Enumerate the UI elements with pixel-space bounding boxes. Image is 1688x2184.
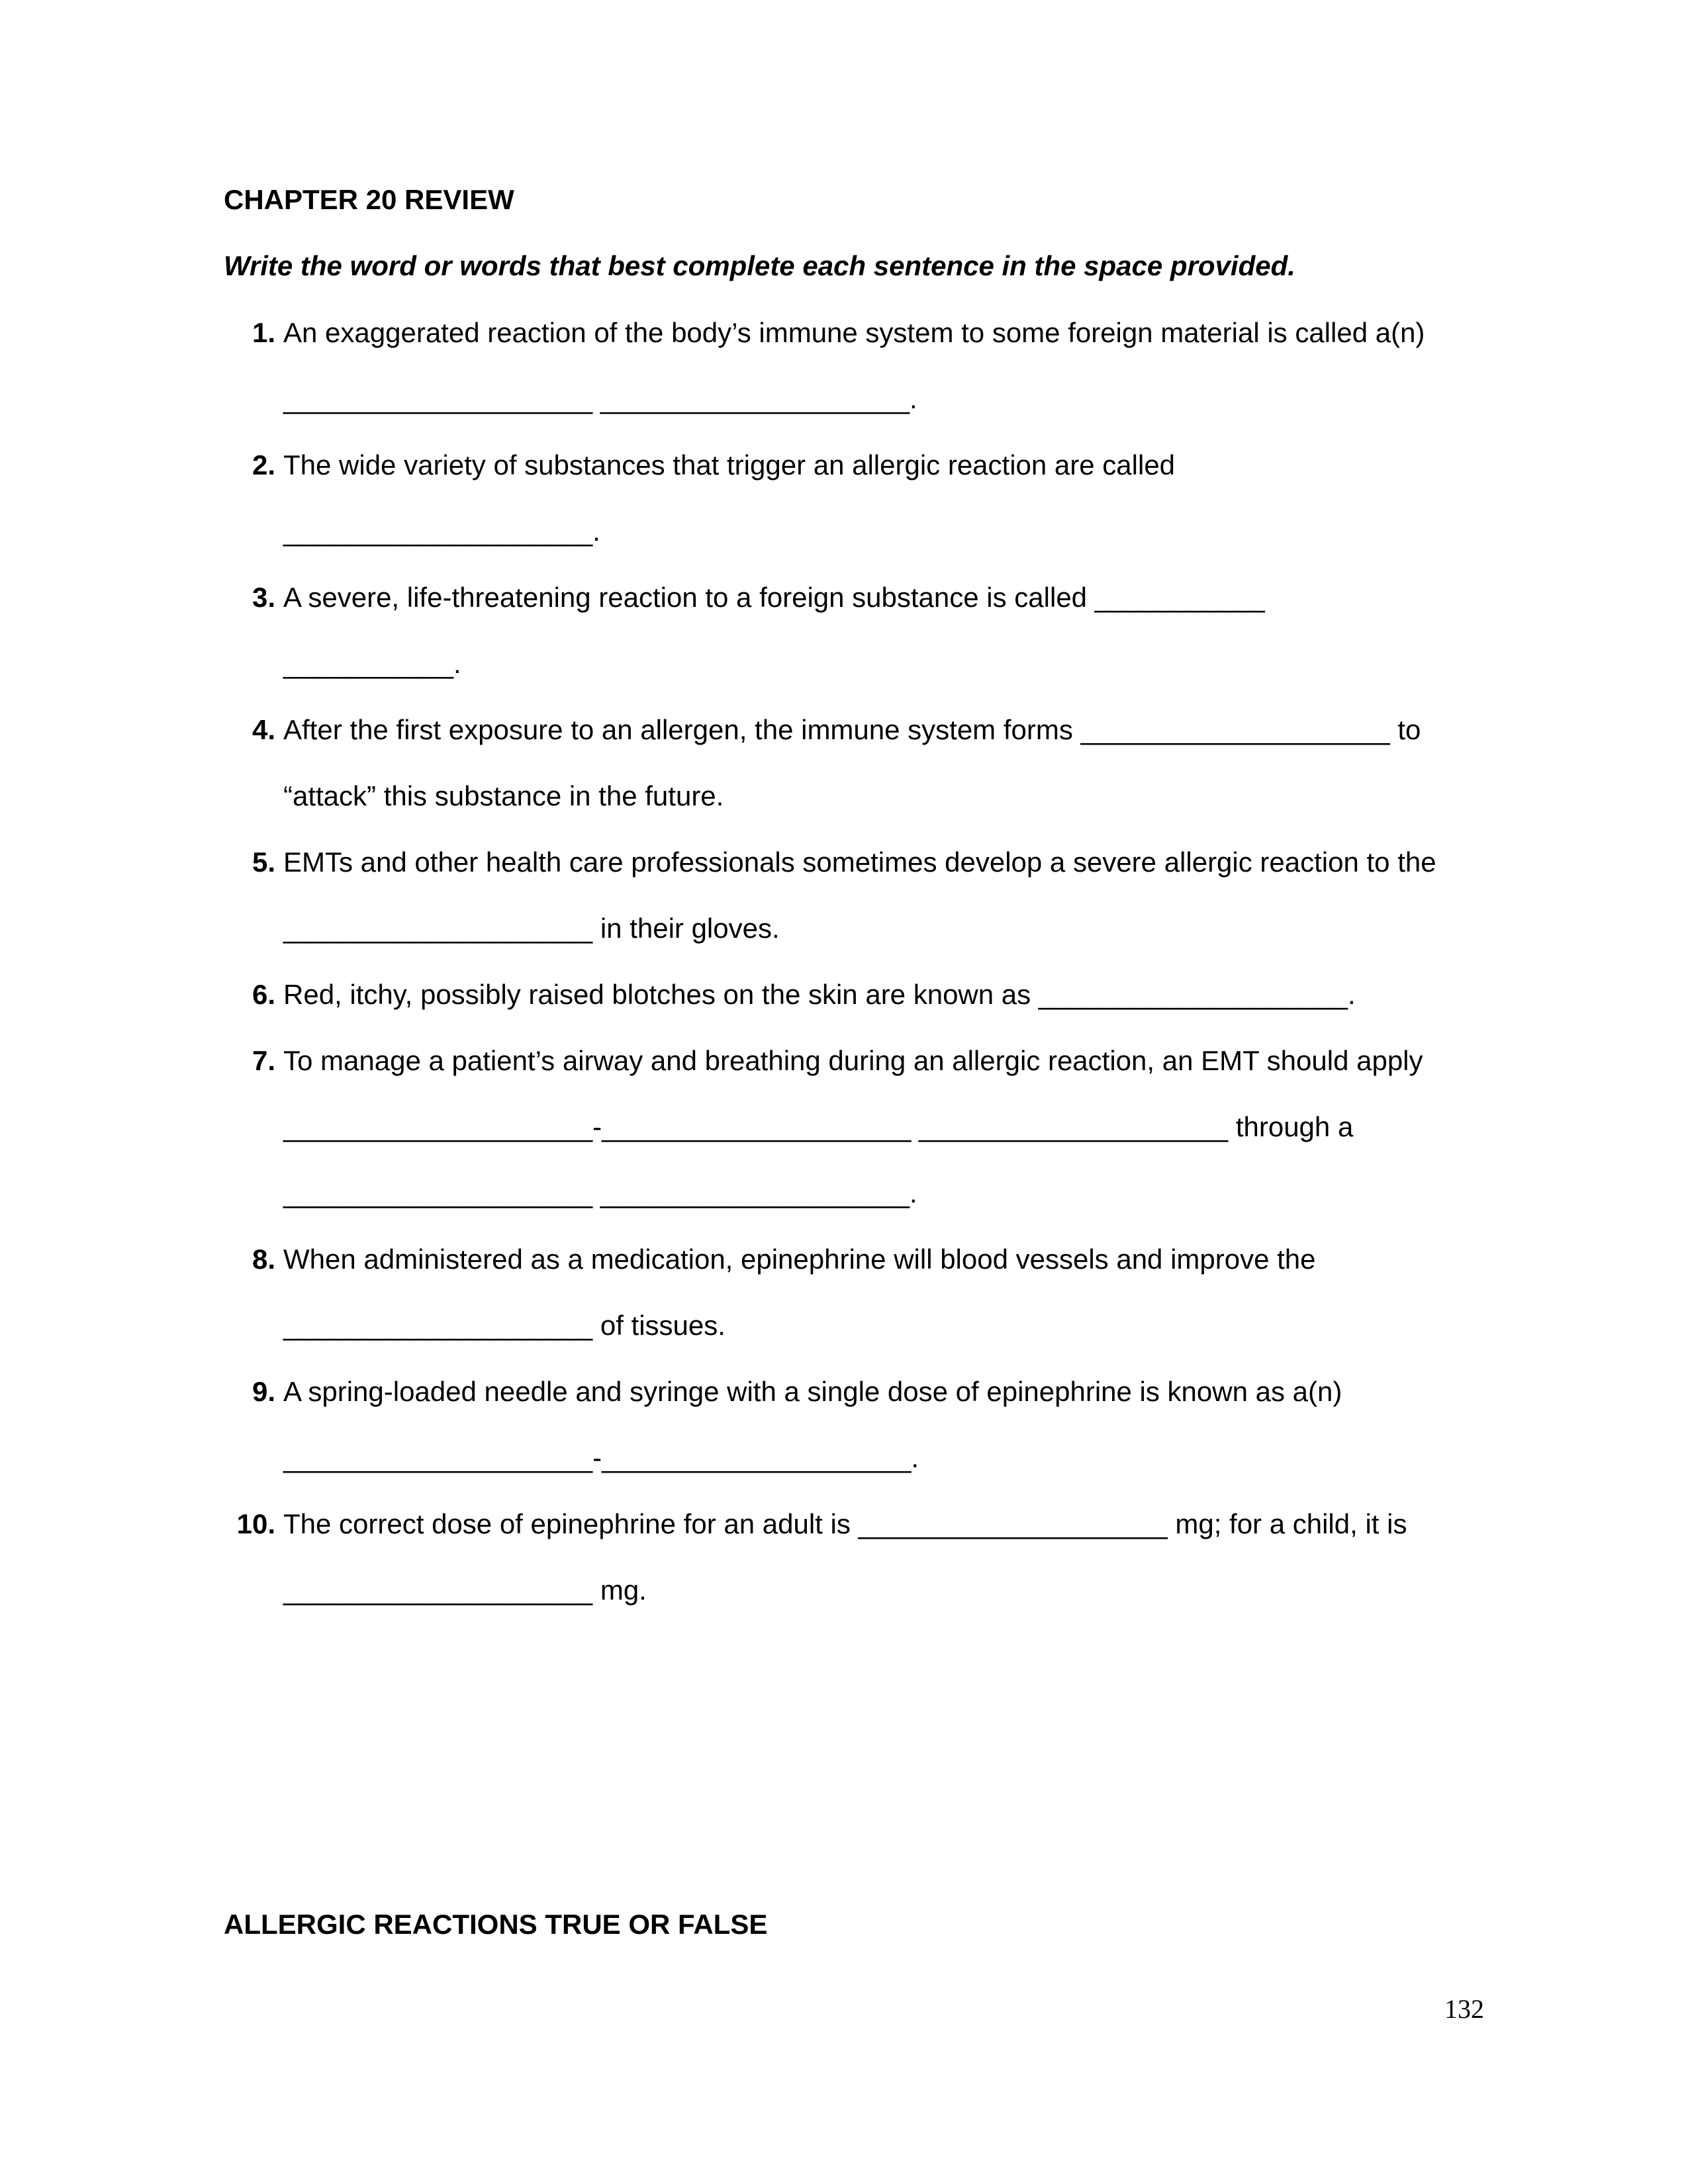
question-continuation: “attack” this substance in the future.: [283, 780, 724, 811]
answer-blank-line: ____________________ in their gloves.: [283, 913, 780, 944]
answer-blank-line: ___________.: [283, 648, 461, 679]
question-number: 5.: [252, 846, 275, 878]
question-8: [252, 1243, 1316, 1276]
answer-blank-line: ____________________ ____________________.: [283, 383, 917, 414]
question-number: 2.: [252, 449, 275, 480]
question-10: [236, 1508, 1407, 1541]
question-3: [252, 581, 1265, 614]
answer-blank-line: ____________________.: [283, 516, 600, 547]
question-text: After the first exposure to an allergen, the immune system forms ____________________ to: [283, 714, 1421, 745]
question-text: To manage a patient’s airway and breathing during an allergic reaction, an EMT should apply: [283, 1045, 1423, 1076]
question-text: The wide variety of substances that trigger an allergic reaction are called: [283, 449, 1176, 480]
question-7: [252, 1044, 1423, 1077]
answer-blank-line: ____________________-____________________ ____________________ through a: [283, 1111, 1354, 1142]
question-number: 9.: [252, 1376, 275, 1407]
question-9: [252, 1375, 1342, 1408]
question-6: [252, 978, 1356, 1011]
question-2: [252, 449, 1176, 482]
question-5: [252, 846, 1436, 879]
question-text: When administered as a medication, epinephrine will blood vessels and improve the: [283, 1244, 1316, 1275]
question-1: [252, 316, 1425, 349]
section-title: ALLERGIC REACTIONS TRUE OR FALSE: [224, 1909, 768, 1940]
question-number: 3.: [252, 582, 275, 613]
answer-blank-line: ____________________ mg.: [283, 1574, 647, 1606]
page-number: 132: [1444, 1994, 1484, 2024]
question-number: 4.: [252, 714, 275, 745]
instructions: Write the word or words that best complete each sentence in the space provided.: [224, 250, 1295, 281]
question-text: EMTs and other health care professionals sometimes develop a severe allergic reaction to the: [283, 846, 1436, 878]
question-number: 8.: [252, 1244, 275, 1275]
chapter-title: CHAPTER 20 REVIEW: [224, 184, 514, 215]
answer-blank-line: ____________________ of tissues.: [283, 1310, 726, 1341]
question-text: Red, itchy, possibly raised blotches on the skin are known as ____________________.: [283, 979, 1356, 1010]
answer-blank-line: ____________________-____________________.: [283, 1442, 919, 1473]
answer-blank-line: ____________________ ____________________.: [283, 1177, 917, 1208]
question-number: 1.: [252, 317, 275, 348]
question-4: [252, 713, 1421, 747]
question-number: 6.: [252, 979, 275, 1010]
question-text: An exaggerated reaction of the body’s immune system to some foreign material is called a(n): [283, 317, 1425, 348]
question-number: 10.: [236, 1508, 275, 1539]
question-number: 7.: [252, 1045, 275, 1076]
question-text: A spring-loaded needle and syringe with a single dose of epinephrine is known as a(n): [283, 1376, 1342, 1407]
question-text: The correct dose of epinephrine for an adult is ____________________ mg; for a child, it is: [283, 1508, 1407, 1539]
question-text: A severe, life-threatening reaction to a foreign substance is called ___________: [283, 582, 1265, 613]
